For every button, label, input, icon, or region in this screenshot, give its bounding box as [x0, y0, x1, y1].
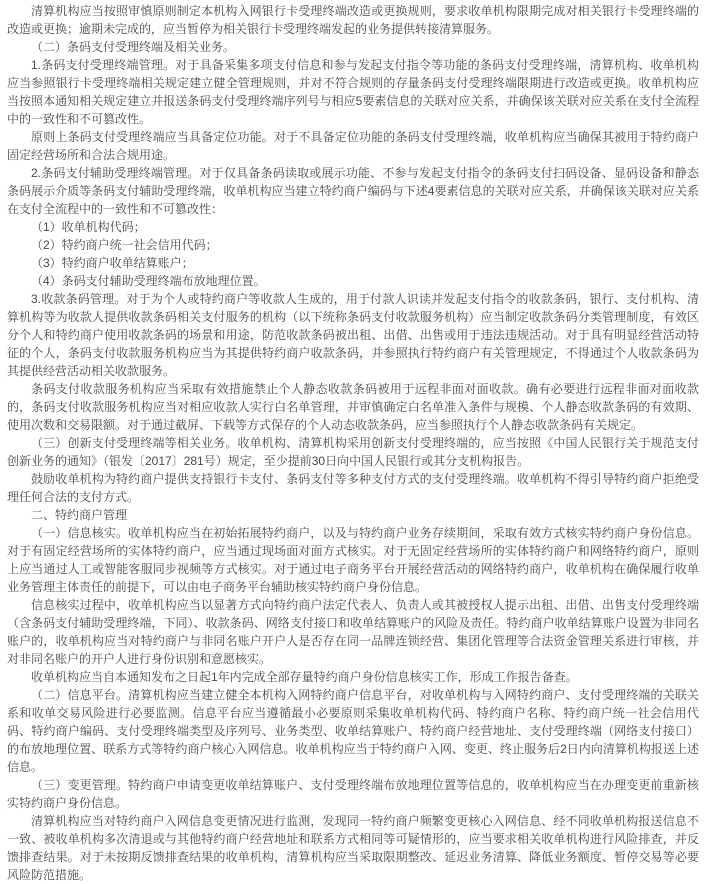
list-item-acquirer-code: （1）收单机构代码； — [31, 220, 146, 234]
paragraph-collection-code-management: 3.收款条码管理。对于为个人或特约商户等收款人生成的，用于付款人识读并发起支付指令的收款条码，银行、支付机构、清算机构等为收款人提供收款条码相关支付服务的机构（以下统称条码支付收款服务机构）应当制定收款条码分类管理制度，有效区分个人和特约商户使用收款条码的场景和用途，防范收款条码被出租、出借、出售或用于违法违规活动。对于具有明显经营活动特征的个人，条码支付收款服务机构应当为其提供特约商户收款条码，并参照执行特约商户有关管理规定，不得通过个人收款条码为其提供经营活动相关收款服务。 — [7, 292, 699, 378]
list-item-terminal-location: （4）条码支付辅助受理终端布放地理位置。 — [31, 274, 266, 288]
heading-section-2-barcode-terminal: （二）条码支付受理终端及相关业务。 — [31, 40, 236, 54]
paragraph-positioning-requirement: 原则上条码支付受理终端应当具备定位功能。对于不具备定位功能的条码支付受理终端，收单机构应当确保其被用于特约商户固定经营场所和合法合规用途。 — [7, 130, 699, 162]
paragraph-change-management: （三）变更管理。特约商户申请变更收单结算账户、支付受理终端布放地理位置等信息的，收单机构应当在办理变更前重新核实特约商户身份信息。 — [7, 778, 699, 810]
paragraph-stock-merchant-verification: 收单机构应当自本通知发布之日起1年内完成全部存量特约商户身份信息核实工作，形成工作报告备查。 — [31, 670, 578, 684]
paragraph-info-platform: （二）信息平台。清算机构应当建立健全本机构入网特约商户信息平台，对收单机构与入网特约商户、支付受理终端的关联关系和收单交易风险进行必要监测。信息平台应当遵循最小必要原则采集收单机构代码、特约商户名称、特约商户统一社会信用代码、特约商户编码、支付受理终端类型及序列号、业务类型、收单结算账户、特约商户经营地址、支付受理终端（网络支付接口）的布放地理位置、联系方式等特约商户核心入网信息。收单机构应当于特约商户入网、变更、终止服务后2日内向清算机构报送上述信息。 — [7, 688, 699, 774]
paragraph-encourage-multi-payment: 鼓励收单机构为特约商户提供支持银行卡支付、条码支付等多种支付方式的支付受理终端。收单机构不得引导特约商户拒绝受理任何合法的支付方式。 — [7, 472, 699, 504]
paragraph-terminal-upgrade-rule: 清算机构应当按照审慎原则制定本机构入网银行卡受理终端改造或更换规则，要求收单机构限期完成对相关银行卡受理终端的改造或更换；逾期未完成的，应当暂停为相关银行卡受理终端发起的业务提供转接清算服务。 — [7, 4, 699, 36]
paragraph-barcode-terminal-management: 1.条码支付受理终端管理。对于具备采集多项支付信息和参与发起支付指令等功能的条码支付受理终端，清算机构、收单机构应当参照银行卡受理终端相关规定建立健全管理规则，并对不符合规则的存量条码支付受理终端限期进行改造或更换。收单机构应当按照本通知相关规定建立并报送条码支付受理终端序列号与相应5要素信息的关联对应关系，并确保该关联对应关系在支付全流程中的一致性和不可篡改性。 — [7, 58, 699, 126]
paragraph-auxiliary-terminal-management: 2.条码支付辅助受理终端管理。对于仅具备条码读取或展示功能、不参与发起支付指令的条码支付扫码设备、显码设备和静态条码展示介质等条码支付辅助受理终端，收单机构应当建立特约商户编码与下述4要素信息的关联对应关系，并确保该关联对应关系在支付全流程中的一致性和不可篡改性： — [7, 166, 699, 216]
paragraph-risk-disclosure: 信息核实过程中，收单机构应当以显著方式向特约商户法定代表人、负责人或其被授权人提示出租、出借、出售支付受理终端（含条码支付辅助受理终端，下同）、收款条码、网络支付接口和收单结算账户的风险及责任。特约商户收单结算账户设置为非同名账户的，收单机构应当对特约商户与非同名账户开户人是否存在同一品牌连锁经营、集团化管理等合法资金管理关系进行审核，并对非同名账户的开户人进行身份识别和意愿核实。 — [7, 598, 699, 666]
heading-section-3-innovative-terminal: （三）创新支付受理终端等相关业务。收单机构、清算机构采用创新支付受理终端的，应当按照《中国人民银行关于规范支付创新业务的通知》（银发〔2017〕281号）规定，至少提前30日向中国人民银行或其分支机构报告。 — [7, 436, 699, 468]
heading-part-2-merchant-management: 二、特约商户管理 — [31, 508, 128, 522]
paragraph-static-code-whitelist: 条码支付收款服务机构应当采取有效措施禁止个人静态收款条码被用于远程非面对面收款。确有必要进行远程非面对面收款的，条码支付收款服务机构应当对相应收款人实行白名单管理，并审慎确定白名单准入条件与规模、个人静态收款条码的有效期、使用次数和交易限额。对于通过截屏、下载等方式保存的个人动态收款条码，应当参照执行个人静态收款条码有关规定。 — [7, 382, 699, 432]
paragraph-info-verification: （一）信息核实。收单机构应当在初始拓展特约商户，以及与特约商户业务存续期间，采取有效方式核实特约商户身份信息。对于有固定经营场所的实体特约商户，应当通过现场面对面方式核实。对于无固定经营场所的实体特约商户和网络特约商户，原则上应当通过人工或智能客服同步视频等方式核实。对于通过电子商务平台开展经营活动的网络特约商户，收单机构在确保履行收单业务管理主体责任的前提下，可以由电子商务平台辅助核实特约商户身份信息。 — [7, 526, 699, 594]
list-item-merchant-credit-code: （2）特约商户统一社会信用代码； — [31, 238, 218, 252]
paragraph-change-monitoring: 清算机构应当对特约商户入网信息变更情况进行监测，发现同一特约商户频繁变更核心入网信息、经不同收单机构报送信息不一致、被收单机构多次清退或与其他特约商户经营地址和联系方式相同等可疑情形的，应当要求相关收单机构进行风险排查，并反馈排查结果。对于未按期反馈排查结果的收单机构，清算机构应当采取限期整改、延迟业务清算、降低业务额度、暂停交易等必要风险防范措施。 — [7, 814, 699, 882]
list-item-merchant-settlement-account: （3）特约商户收单结算账户； — [31, 256, 194, 270]
